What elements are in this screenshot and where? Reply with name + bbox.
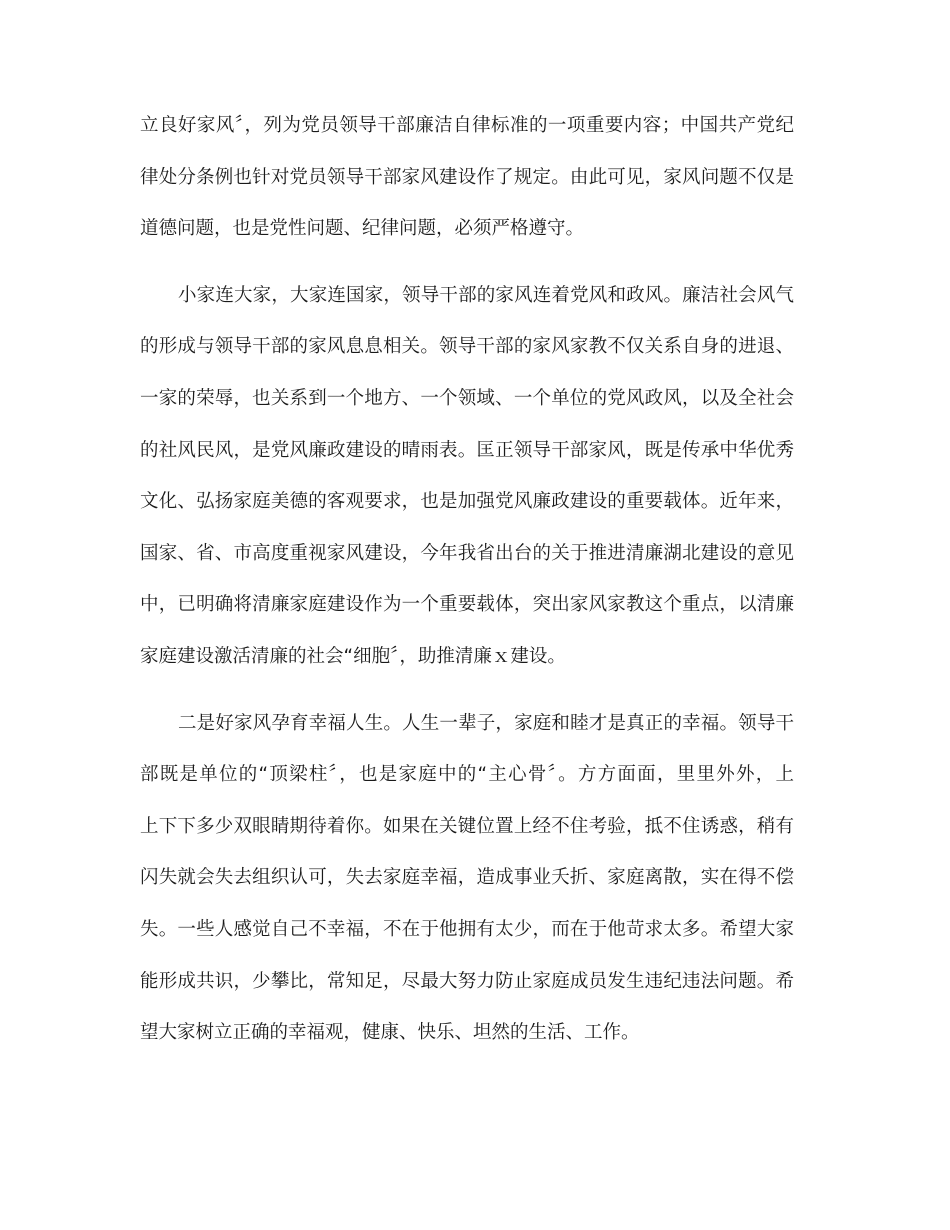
- text-line: 的形成与领导干部的家风息息相关。领导干部的家风家教不仅关系自身的进退、: [140, 336, 794, 358]
- document-page: [140, 100, 794, 1074]
- text-line: 望大家树立正确的幸福观，健康、快乐、坦然的生活、工作。: [140, 1022, 640, 1044]
- text-line: 上下下多少双眼睛期待着你。如果在关键位置上经不住考验，抵不住诱惑，稍有: [140, 815, 794, 837]
- text-line: 二是好家风孕育幸福人生。人生一辈子，家庭和睦才是真正的幸福。领导干: [178, 712, 794, 734]
- text-line: 的社风民风，是党风廉政建设的晴雨表。匡正领导干部家风，既是传承中华优秀: [140, 439, 794, 461]
- text-line: 道德问题，也是党性问题、纪律问题，必须严格遵守。: [140, 218, 585, 240]
- text-line: 一家的荣辱，也关系到一个地方、一个领域、一个单位的党风政风，以及全社会: [140, 387, 794, 409]
- text-line: 国家、省、市高度重视家风建设，今年我省出台的关于推进清廉湖北建设的意见: [140, 542, 794, 564]
- paragraph-3: [140, 698, 794, 1059]
- text-line: 律处分条例也针对党员领导干部家风建设作了规定。由此可见，家风问题不仅是: [140, 166, 794, 188]
- text-line: 闪失就会失去组织认可，失去家庭幸福，造成事业夭折、家庭离散，实在得不偿: [140, 867, 794, 889]
- text-line: 部既是单位的“顶梁柱〞，也是家庭中的“主心骨〞。方方面面，里里外外，上: [140, 764, 794, 786]
- text-line: 家庭建设激活清廉的社会“细胞〞，助推清廉ｘ建设。: [140, 645, 566, 667]
- text-line: 立良好家风〞，列为党员领导干部廉洁自律标准的一项重要内容；中国共产党纪: [140, 115, 794, 136]
- text-line: 能形成共识，少攀比，常知足，尽最大努力防止家庭成员发生违纪违法问题。希: [140, 970, 794, 992]
- text-line: 文化、弘扬家庭美德的客观要求，也是加强党风廉政建设的重要载体。近年来，: [140, 491, 794, 513]
- paragraph-1: [140, 100, 794, 255]
- text-line: 中，已明确将清廉家庭建设作为一个重要载体，突出家风家教这个重点，以清廉: [140, 594, 794, 616]
- paragraph-2: [140, 270, 794, 683]
- text-line: 小家连大家，大家连国家，领导干部的家风连着党风和政风。廉洁社会风气: [178, 284, 794, 306]
- text-line: 失。一些人感觉自己不幸福，不在于他拥有太少，而在于他苛求太多。希望大家: [140, 918, 794, 940]
